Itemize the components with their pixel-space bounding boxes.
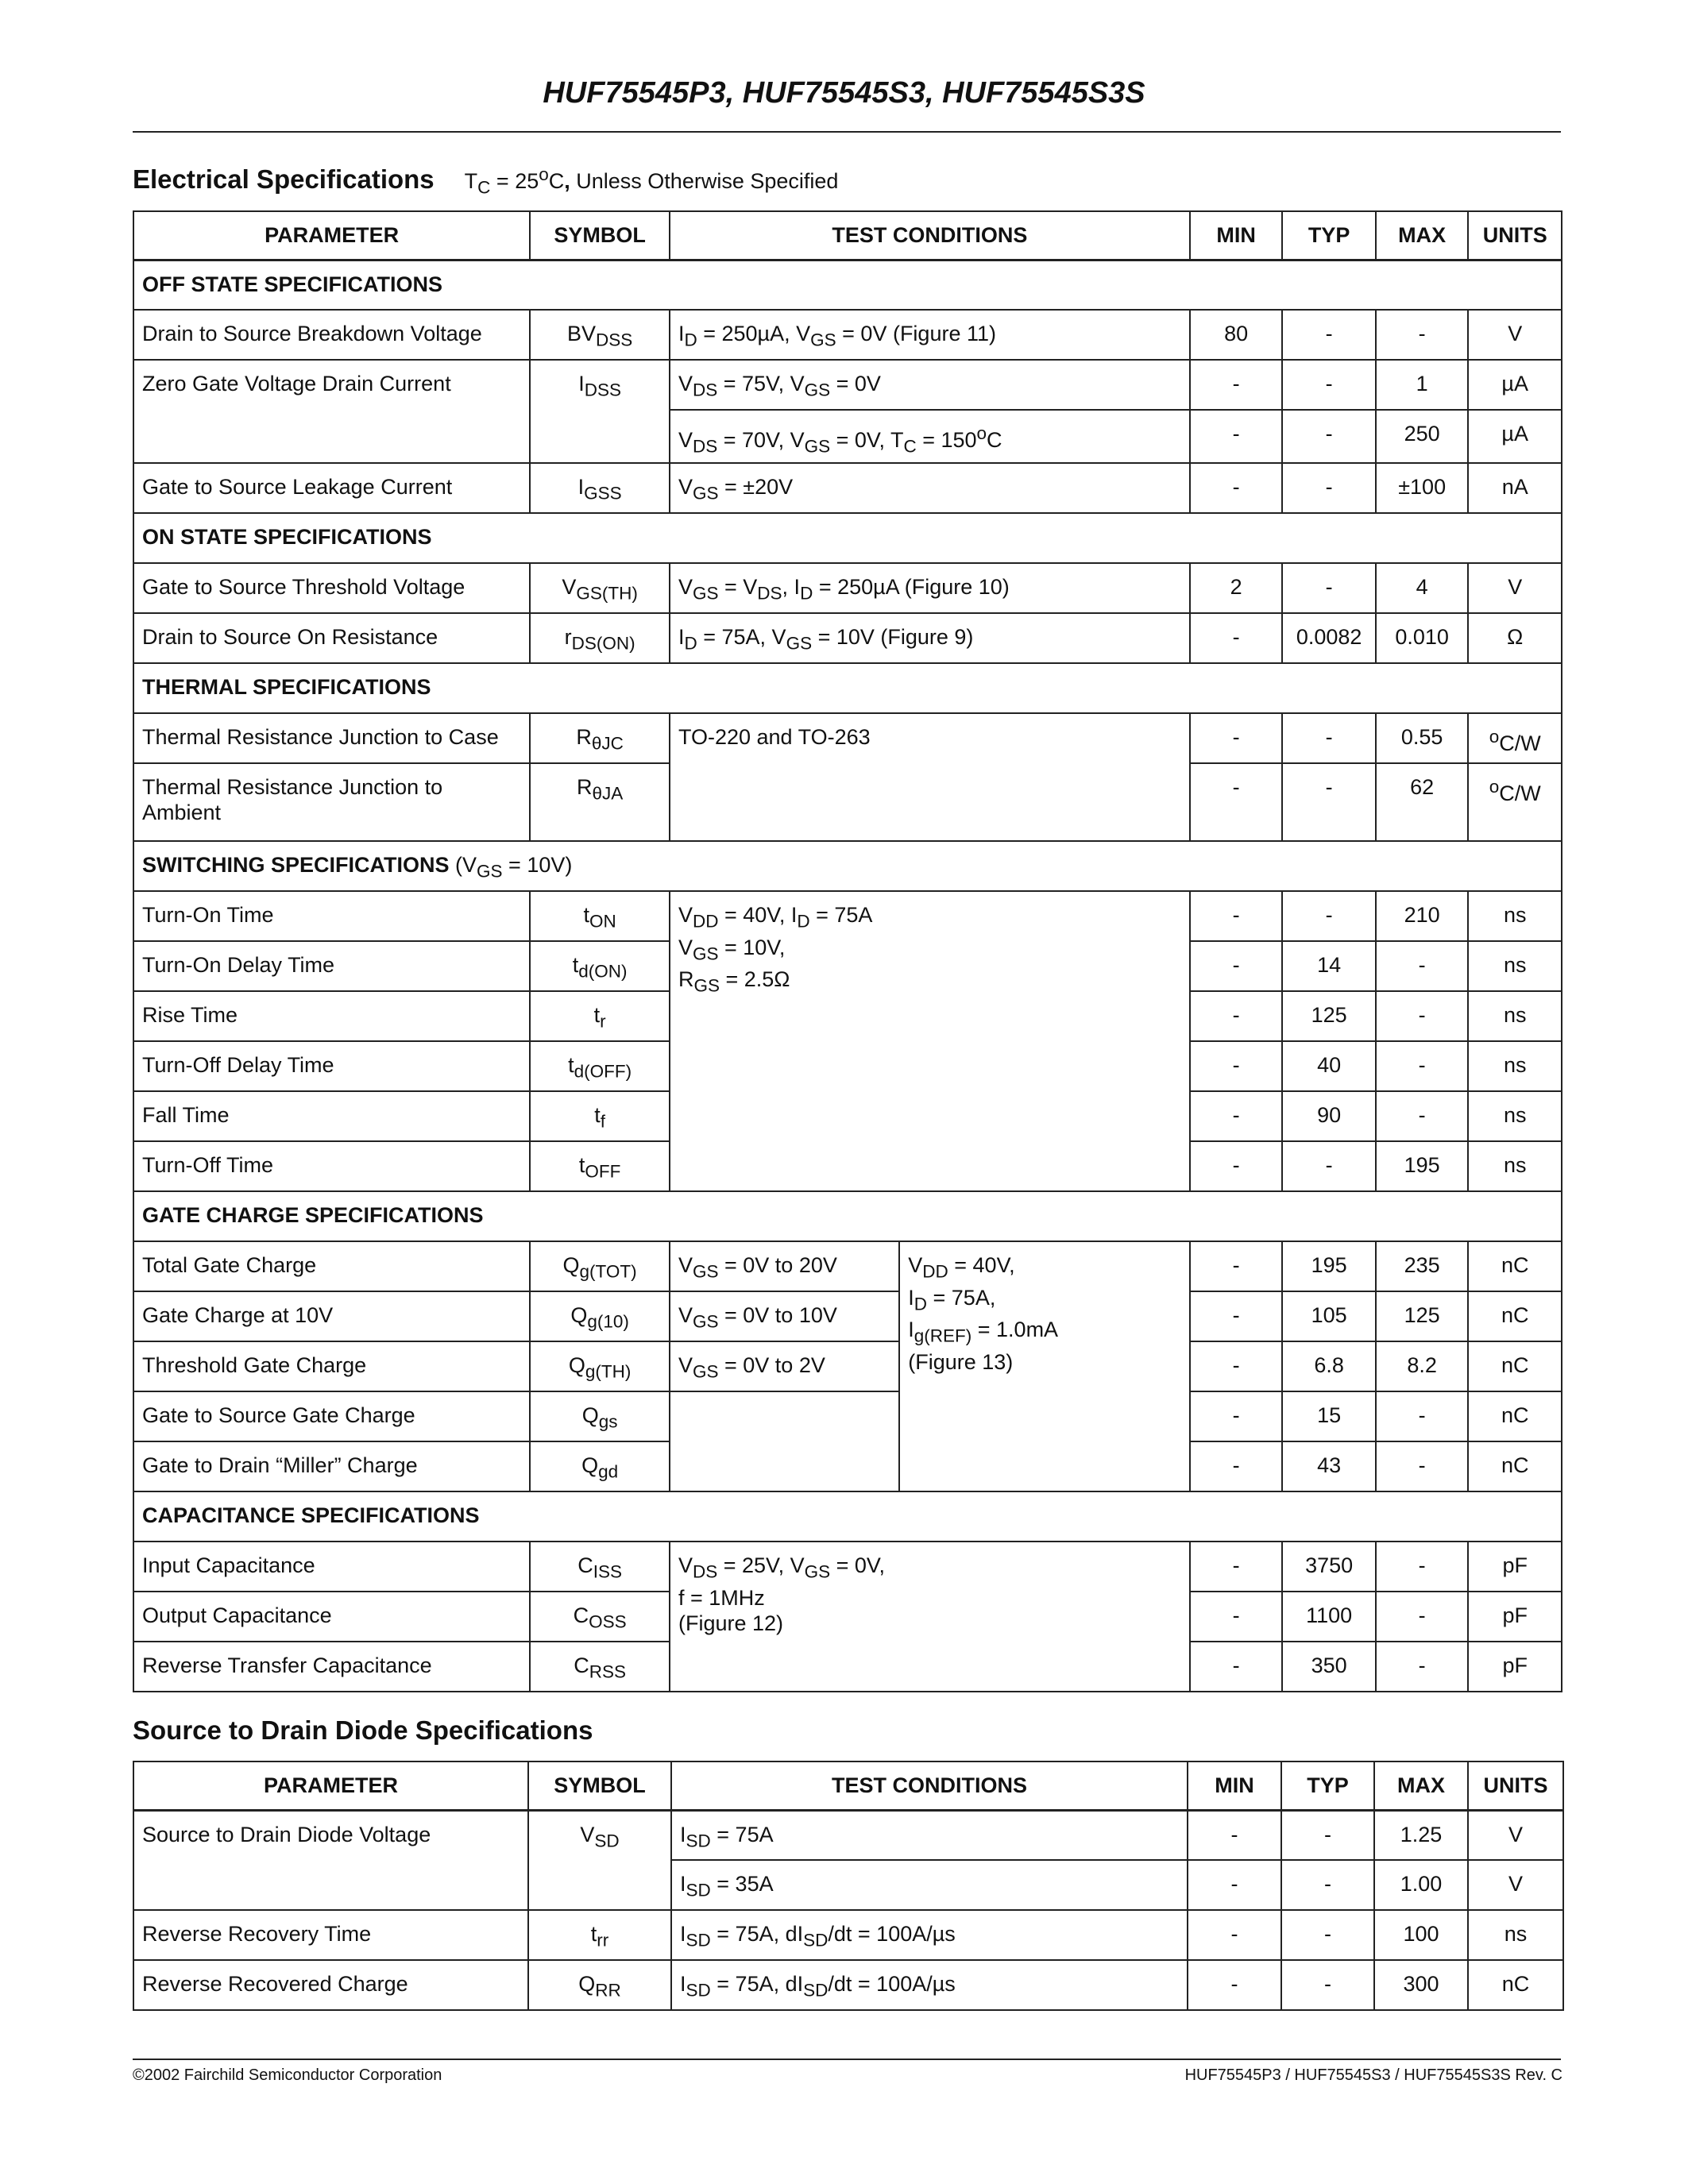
typ-cell: - xyxy=(1281,1810,1374,1860)
units-cell: nC xyxy=(1468,1960,1563,2010)
parameter-cell: Thermal Resistance Junction to Case xyxy=(133,713,530,763)
typ-cell: - xyxy=(1282,563,1376,613)
min-cell: 80 xyxy=(1190,310,1283,360)
parameter-cell: Zero Gate Voltage Drain Current xyxy=(133,360,530,463)
symbol-cell: $t_{OFF}$ xyxy=(530,1141,670,1191)
table-row xyxy=(133,1960,1563,2010)
typ-cell: - xyxy=(1282,1141,1376,1191)
header-parameter: PARAMETER xyxy=(133,211,530,260)
max-cell: - xyxy=(1376,1391,1469,1441)
test-conditions-cell: TO-220 and TO-263 xyxy=(670,713,1190,841)
units-cell: nC xyxy=(1468,1341,1562,1391)
units-cell: ns xyxy=(1468,1910,1563,1960)
header-units: UNITS xyxy=(1468,1761,1563,1810)
symbol-cell: $Q_{gs}$ xyxy=(530,1391,670,1441)
electrical-heading-condition: $T_C = 25^oC$, Unless Otherwise Specified xyxy=(464,164,839,198)
parameter-cell: Turn-Off Delay Time xyxy=(133,1041,530,1091)
units-cell: ns xyxy=(1468,891,1562,941)
typ-cell: 350 xyxy=(1282,1642,1376,1692)
typ-cell: - xyxy=(1282,463,1376,513)
table-row xyxy=(133,613,1562,663)
symbol-cell: $Q_{g(TH)}$ xyxy=(530,1341,670,1391)
symbol-cell: $BV_{DSS}$ xyxy=(530,310,670,360)
symbol-cell: $t_{ON}$ xyxy=(530,891,670,941)
units-cell: V xyxy=(1468,563,1562,613)
table-row xyxy=(133,1910,1563,1960)
parameter-cell: Turn-Off Time xyxy=(133,1141,530,1191)
page-title: HUF75545P3, HUF75545S3, HUF75545S3S xyxy=(543,76,1145,110)
min-cell: - xyxy=(1188,1860,1281,1910)
table-row xyxy=(133,1241,1562,1291)
max-cell: 250 xyxy=(1376,410,1469,463)
parameter-cell: Source to Drain Diode Voltage xyxy=(133,1810,528,1910)
min-cell: - xyxy=(1190,991,1283,1041)
units-cell: $^o$C/W xyxy=(1468,713,1562,763)
min-cell: - xyxy=(1190,1592,1283,1642)
parameter-cell: Turn-On Time xyxy=(133,891,530,941)
section-label: SWITCHING SPECIFICATIONS $(V_{GS} = 10V)$ xyxy=(133,841,1562,891)
electrical-specifications-table xyxy=(133,210,1562,1692)
test-conditions-cell: $V_{GS} = 0V$ to 10V xyxy=(670,1291,899,1341)
units-cell: ns xyxy=(1468,991,1562,1041)
min-cell: - xyxy=(1188,1910,1281,1960)
test-conditions-cell: $V_{GS} = \pm 20V$ xyxy=(670,463,1190,513)
parameter-cell: Drain to Source On Resistance xyxy=(133,613,530,663)
parameter-cell: Reverse Recovered Charge xyxy=(133,1960,528,2010)
units-cell: pF xyxy=(1468,1642,1562,1692)
max-cell: 1.25 xyxy=(1374,1810,1468,1860)
max-cell: 0.010 xyxy=(1376,613,1469,663)
electrical-heading-text: Electrical Specifications xyxy=(133,164,435,194)
units-cell: nC xyxy=(1468,1291,1562,1341)
max-cell: - xyxy=(1376,1592,1469,1642)
section-label: OFF STATE SPECIFICATIONS xyxy=(133,260,1562,310)
test-conditions-cell: $I_D = 250\mu A$, $V_{GS} = 0V$ (Figure 11) xyxy=(670,310,1190,360)
test-conditions-cell: $V_{GS} = 0V$ to 20V xyxy=(670,1241,899,1291)
test-conditions-cell: $V_{DS} = 70V$, $V_{GS} = 0V$, $T_C = 150^oC$ xyxy=(670,410,1190,463)
min-cell: - xyxy=(1190,1091,1283,1141)
section-label: CAPACITANCE SPECIFICATIONS xyxy=(133,1491,1562,1542)
max-cell: - xyxy=(1376,941,1469,991)
typ-cell: - xyxy=(1282,410,1376,463)
symbol-cell: $Q_{g(10)}$ xyxy=(530,1291,670,1341)
min-cell: - xyxy=(1190,1241,1283,1291)
units-cell: $^o$C/W xyxy=(1468,763,1562,841)
diode-specifications-heading: Source to Drain Diode Specifications xyxy=(133,1715,593,1745)
section-label: GATE CHARGE SPECIFICATIONS xyxy=(133,1191,1562,1241)
test-conditions-cell: $I_D = 75A$, $V_{GS} = 10V$ (Figure 9) xyxy=(670,613,1190,663)
units-cell: V xyxy=(1468,310,1562,360)
units-cell: nC xyxy=(1468,1241,1562,1291)
max-cell: - xyxy=(1376,1091,1469,1141)
units-cell: nA xyxy=(1468,463,1562,513)
parameter-cell: Reverse Transfer Capacitance xyxy=(133,1642,530,1692)
parameter-cell: Gate to Source Gate Charge xyxy=(133,1391,530,1441)
symbol-cell: $I_{DSS}$ xyxy=(530,360,670,463)
typ-cell: 1100 xyxy=(1282,1592,1376,1642)
test-conditions-cell: $V_{DD} = 40V$, $I_D = 75A$ $V_{GS} = 10V$, $R_{GS} = 2.5\Omega$ xyxy=(670,891,1190,1191)
units-cell: V xyxy=(1468,1810,1563,1860)
min-cell: - xyxy=(1190,1441,1283,1491)
table-row xyxy=(133,463,1562,513)
symbol-cell: $Q_{RR}$ xyxy=(528,1960,671,2010)
min-cell: - xyxy=(1190,1341,1283,1391)
max-cell: 235 xyxy=(1376,1241,1469,1291)
test-conditions-cell xyxy=(670,1391,899,1491)
max-cell: - xyxy=(1376,1542,1469,1592)
typ-cell: - xyxy=(1282,891,1376,941)
min-cell: - xyxy=(1190,941,1283,991)
parameter-cell: Gate to Source Threshold Voltage xyxy=(133,563,530,613)
parameter-cell: Gate Charge at 10V xyxy=(133,1291,530,1341)
typ-cell: 43 xyxy=(1282,1441,1376,1491)
min-cell: - xyxy=(1190,1291,1283,1341)
symbol-cell: $Q_{g(TOT)}$ xyxy=(530,1241,670,1291)
min-cell: - xyxy=(1190,713,1283,763)
parameter-cell: Input Capacitance xyxy=(133,1542,530,1592)
min-cell: - xyxy=(1190,360,1283,410)
units-cell: nC xyxy=(1468,1441,1562,1491)
min-cell: - xyxy=(1190,1041,1283,1091)
typ-cell: 105 xyxy=(1282,1291,1376,1341)
typ-cell: 0.0082 xyxy=(1282,613,1376,663)
header-min: MIN xyxy=(1188,1761,1281,1810)
parameter-cell: Output Capacitance xyxy=(133,1592,530,1642)
min-cell: 2 xyxy=(1190,563,1283,613)
symbol-cell: $R_{\theta JC}$ xyxy=(530,713,670,763)
max-cell: 62 xyxy=(1376,763,1469,841)
gate-common-conditions-cell: $V_{DD} = 40V$, $I_D = 75A$, $I_{g(REF)} = 1.0mA$ (Figure 13) xyxy=(899,1241,1190,1491)
max-cell: - xyxy=(1376,1642,1469,1692)
symbol-cell: $C_{RSS}$ xyxy=(530,1642,670,1692)
header-test-conditions: TEST CONDITIONS xyxy=(670,211,1190,260)
max-cell: 0.55 xyxy=(1376,713,1469,763)
typ-cell: - xyxy=(1282,310,1376,360)
electrical-specifications-heading xyxy=(133,164,838,198)
parameter-cell: Reverse Recovery Time xyxy=(133,1910,528,1960)
parameter-cell: Turn-On Delay Time xyxy=(133,941,530,991)
min-cell: - xyxy=(1190,1391,1283,1441)
typ-cell: 125 xyxy=(1282,991,1376,1041)
section-label: THERMAL SPECIFICATIONS xyxy=(133,663,1562,713)
min-cell: - xyxy=(1190,463,1283,513)
units-cell: µA xyxy=(1468,410,1562,463)
typ-cell: - xyxy=(1281,1960,1374,2010)
section-row-on-state xyxy=(133,513,1562,563)
table-row xyxy=(133,360,1562,410)
test-conditions-cell: $I_{SD} = 35A$ xyxy=(671,1860,1188,1910)
max-cell: 195 xyxy=(1376,1141,1469,1191)
header-symbol: SYMBOL xyxy=(528,1761,671,1810)
test-conditions-cell: $I_{SD} = 75A$, $dI_{SD}/dt = 100A/\mu s$ xyxy=(671,1910,1188,1960)
symbol-cell: $t_{d(OFF)}$ xyxy=(530,1041,670,1091)
units-cell: pF xyxy=(1468,1542,1562,1592)
parameter-cell: Thermal Resistance Junction to Ambient xyxy=(133,763,530,841)
units-cell: ns xyxy=(1468,1091,1562,1141)
table-row xyxy=(133,1542,1562,1592)
typ-cell: - xyxy=(1281,1910,1374,1960)
header-units: UNITS xyxy=(1468,211,1562,260)
diode-specifications-table xyxy=(133,1761,1564,2011)
header-symbol: SYMBOL xyxy=(530,211,670,260)
units-cell: Ω xyxy=(1468,613,1562,663)
units-cell: µA xyxy=(1468,360,1562,410)
max-cell: 8.2 xyxy=(1376,1341,1469,1391)
symbol-cell: $t_{rr}$ xyxy=(528,1910,671,1960)
table-row xyxy=(133,1341,1562,1391)
symbol-cell: $I_{GSS}$ xyxy=(530,463,670,513)
min-cell: - xyxy=(1190,891,1283,941)
units-cell: V xyxy=(1468,1860,1563,1910)
symbol-cell: $R_{\theta JA}$ xyxy=(530,763,670,841)
parameter-cell: Drain to Source Breakdown Voltage xyxy=(133,310,530,360)
max-cell: - xyxy=(1376,1441,1469,1491)
test-conditions-cell: $V_{DS} = 25V$, $V_{GS} = 0V$, f = 1MHz (Figure 12) xyxy=(670,1542,1190,1692)
min-cell: - xyxy=(1188,1810,1281,1860)
max-cell: - xyxy=(1376,1041,1469,1091)
max-cell: 100 xyxy=(1374,1910,1468,1960)
max-cell: 300 xyxy=(1374,1960,1468,2010)
symbol-cell: $V_{GS(TH)}$ xyxy=(530,563,670,613)
test-conditions-cell: $I_{SD} = 75A$, $dI_{SD}/dt = 100A/\mu s$ xyxy=(671,1960,1188,2010)
symbol-cell: $C_{OSS}$ xyxy=(530,1592,670,1642)
typ-cell: - xyxy=(1282,360,1376,410)
max-cell: 4 xyxy=(1376,563,1469,613)
typ-cell: - xyxy=(1281,1860,1374,1910)
footer-part-number: HUF75545P3 / HUF75545S3 / HUF75545S3S Rev. C xyxy=(1184,2066,1562,2084)
max-cell: - xyxy=(1376,991,1469,1041)
header-parameter: PARAMETER xyxy=(133,1761,528,1810)
table-header-row xyxy=(133,211,1562,260)
symbol-cell: $Q_{gd}$ xyxy=(530,1441,670,1491)
table-header-row xyxy=(133,1761,1563,1810)
section-row-gate-charge xyxy=(133,1191,1562,1241)
parameter-cell: Fall Time xyxy=(133,1091,530,1141)
header-rule xyxy=(133,131,1561,133)
symbol-cell: $r_{DS(ON)}$ xyxy=(530,613,670,663)
parameter-cell: Gate to Drain “Miller” Charge xyxy=(133,1441,530,1491)
units-cell: pF xyxy=(1468,1592,1562,1642)
section-row-switching xyxy=(133,841,1562,891)
symbol-cell: $C_{ISS}$ xyxy=(530,1542,670,1592)
footer-rule xyxy=(133,2059,1561,2060)
max-cell: 125 xyxy=(1376,1291,1469,1341)
header-typ: TYP xyxy=(1281,1761,1374,1810)
test-conditions-cell: $V_{DS} = 75V$, $V_{GS} = 0V$ xyxy=(670,360,1190,410)
typ-cell: - xyxy=(1282,763,1376,841)
table-row xyxy=(133,1291,1562,1341)
parameter-cell: Total Gate Charge xyxy=(133,1241,530,1291)
parameter-cell: Threshold Gate Charge xyxy=(133,1341,530,1391)
typ-cell: 14 xyxy=(1282,941,1376,991)
table-row xyxy=(133,1810,1563,1860)
test-conditions-cell: $V_{GS} = 0V$ to 2V xyxy=(670,1341,899,1391)
min-cell: - xyxy=(1190,1642,1283,1692)
parameter-cell: Gate to Source Leakage Current xyxy=(133,463,530,513)
table-row xyxy=(133,891,1562,941)
min-cell: - xyxy=(1190,1141,1283,1191)
units-cell: ns xyxy=(1468,1141,1562,1191)
header-max: MAX xyxy=(1376,211,1469,260)
max-cell: 1 xyxy=(1376,360,1469,410)
symbol-cell: $t_{d(ON)}$ xyxy=(530,941,670,991)
header-test-conditions: TEST CONDITIONS xyxy=(671,1761,1188,1810)
section-label: ON STATE SPECIFICATIONS xyxy=(133,513,1562,563)
min-cell: - xyxy=(1190,1542,1283,1592)
table-row xyxy=(133,310,1562,360)
typ-cell: 40 xyxy=(1282,1041,1376,1091)
min-cell: - xyxy=(1190,613,1283,663)
typ-cell: 6.8 xyxy=(1282,1341,1376,1391)
footer-copyright: ©2002 Fairchild Semiconductor Corporation xyxy=(133,2066,442,2084)
test-conditions-cell: $I_{SD} = 75A$ xyxy=(671,1810,1188,1860)
typ-cell: - xyxy=(1282,713,1376,763)
table-row xyxy=(133,713,1562,763)
header-max: MAX xyxy=(1374,1761,1468,1810)
table-row xyxy=(133,563,1562,613)
header-min: MIN xyxy=(1190,211,1283,260)
section-row-capacitance xyxy=(133,1491,1562,1542)
units-cell: ns xyxy=(1468,941,1562,991)
typ-cell: 15 xyxy=(1282,1391,1376,1441)
typ-cell: 3750 xyxy=(1282,1542,1376,1592)
max-cell: 210 xyxy=(1376,891,1469,941)
min-cell: - xyxy=(1190,410,1283,463)
symbol-cell: $t_r$ xyxy=(530,991,670,1041)
symbol-cell: $V_{SD}$ xyxy=(528,1810,671,1910)
min-cell: - xyxy=(1188,1960,1281,2010)
parameter-cell: Rise Time xyxy=(133,991,530,1041)
header-typ: TYP xyxy=(1282,211,1376,260)
typ-cell: 90 xyxy=(1282,1091,1376,1141)
symbol-cell: $t_f$ xyxy=(530,1091,670,1141)
section-row-off-state xyxy=(133,260,1562,310)
units-cell: nC xyxy=(1468,1391,1562,1441)
max-cell: - xyxy=(1376,310,1469,360)
max-cell: ±100 xyxy=(1376,463,1469,513)
max-cell: 1.00 xyxy=(1374,1860,1468,1910)
section-row-thermal xyxy=(133,663,1562,713)
units-cell: ns xyxy=(1468,1041,1562,1091)
typ-cell: 195 xyxy=(1282,1241,1376,1291)
table-row xyxy=(133,1391,1562,1441)
min-cell: - xyxy=(1190,763,1283,841)
test-conditions-cell: $V_{GS} = V_{DS}$, $I_D = 250\mu A$ (Figure 10) xyxy=(670,563,1190,613)
